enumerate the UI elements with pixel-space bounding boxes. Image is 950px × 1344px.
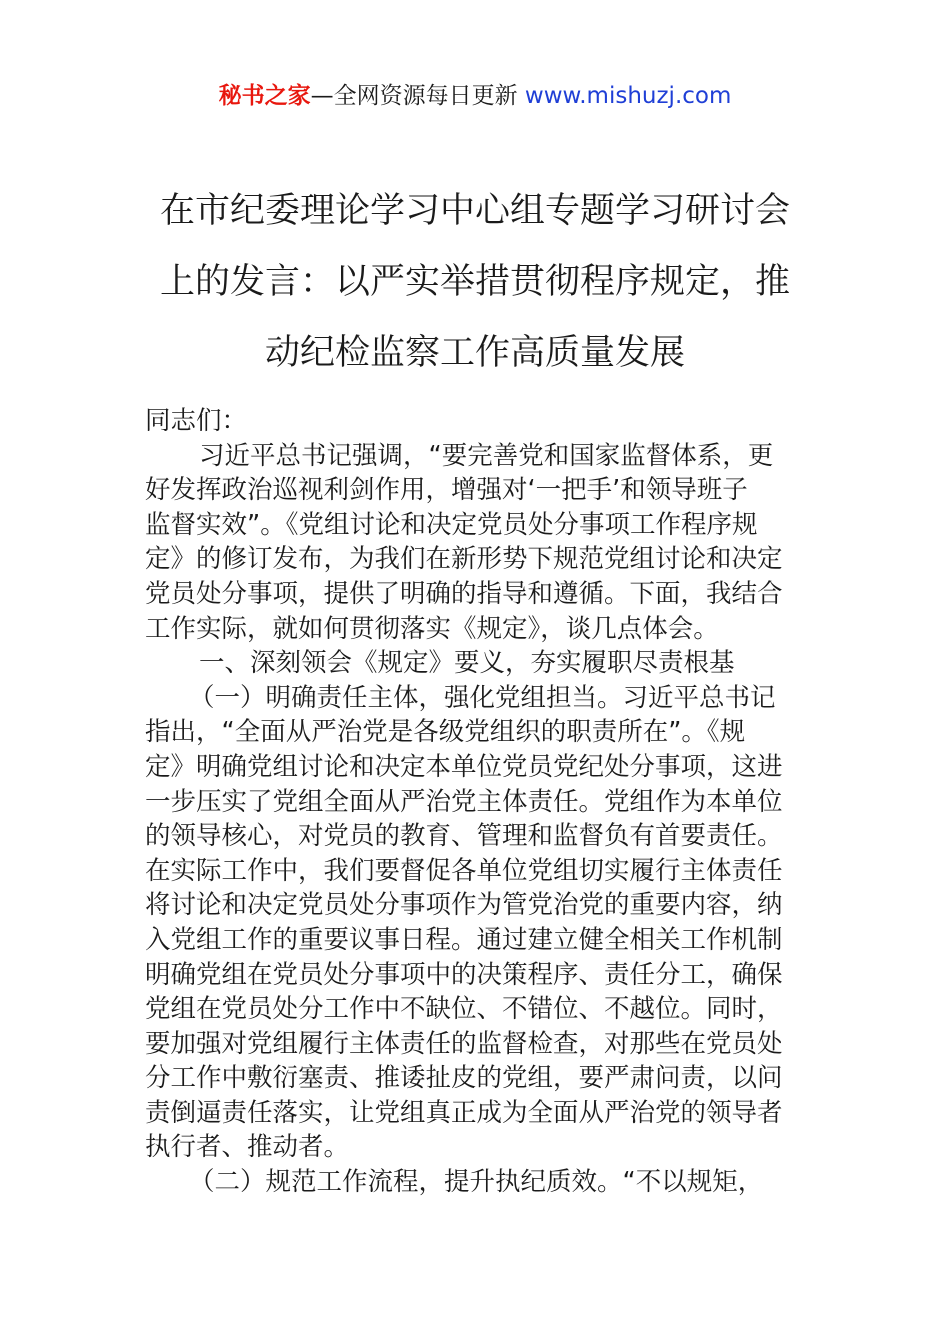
body-line: 工作实际，就如何贯彻落实《规定》，谈几点体会。 [145, 613, 719, 644]
document-body [145, 404, 810, 1200]
site-url-link[interactable]: www.mishuzj.com [524, 83, 732, 109]
body-line: 党组在党员处分工作中不缺位、不错位、不越位。同时， [145, 994, 783, 1025]
body-line: 定》的修订发布，为我们在新形势下规范党组讨论和决定 [145, 544, 783, 575]
body-line: 入党组工作的重要议事日程。通过建立健全相关工作机制 [145, 924, 783, 955]
body-line: 在实际工作中，我们要督促各单位党组切实履行主体责任 [145, 855, 783, 886]
body-line: 一步压实了党组全面从严治党主体责任。党组作为本单位 [145, 786, 783, 817]
title-line: 在市纪委理论学习中心组专题学习研讨会 [159, 191, 790, 231]
site-tagline: —全网资源每日更新 [310, 83, 525, 109]
body-line: 监督实效”。《党组讨论和决定党员处分事项工作程序规 [145, 509, 758, 540]
body-line: 分工作中敷衍塞责、推诿扯皮的党组，要严肃问责，以问 [145, 1063, 783, 1094]
document-title [145, 176, 805, 389]
body-line: 习近平总书记强调，“要完善党和国家监督体系，更 [199, 440, 774, 471]
section-heading: 一、深刻领会《规定》要义，夯实履职尽责根基 [199, 648, 735, 679]
title-line: 上的发言：以严实举措贯彻程序规定，推 [159, 262, 790, 302]
body-line: 要加强对党组履行主体责任的监督检查，对那些在党员处 [145, 1028, 783, 1059]
body-line: 好发挥政治巡视利剑作用，增强对‘一把手’和领导班子 [145, 475, 748, 506]
site-header [0, 80, 950, 112]
body-line: （一）明确责任主体，强化党组担当。习近平总书记 [189, 682, 776, 713]
body-line: 将讨论和决定党员处分事项作为管党治党的重要内容，纳 [145, 890, 783, 921]
body-line: 的领导核心，对党员的教育、管理和监督负有首要责任。 [145, 821, 783, 852]
site-brand: 秘书之家 [218, 83, 311, 109]
body-line: 执行者、推动者。 [145, 1132, 350, 1163]
title-line: 动纪检监察工作高质量发展 [264, 333, 685, 373]
body-line: 明确党组在党员处分事项中的决策程序、责任分工，确保 [145, 959, 783, 990]
body-line: 指出，“全面从严治党是各级党组织的职责所在”。《规 [145, 717, 746, 748]
body-line: 定》明确党组讨论和决定本单位党员党纪处分事项，这进 [145, 751, 783, 782]
salutation: 同志们： [145, 406, 248, 436]
body-line: （二）规范工作流程，提升执纪质效。“不以规矩， [189, 1167, 764, 1198]
body-line: 责倒逼责任落实，让党组真正成为全面从严治党的领导者 [145, 1097, 783, 1128]
body-line: 党员处分事项，提供了明确的指导和遵循。下面，我结合 [145, 578, 783, 609]
